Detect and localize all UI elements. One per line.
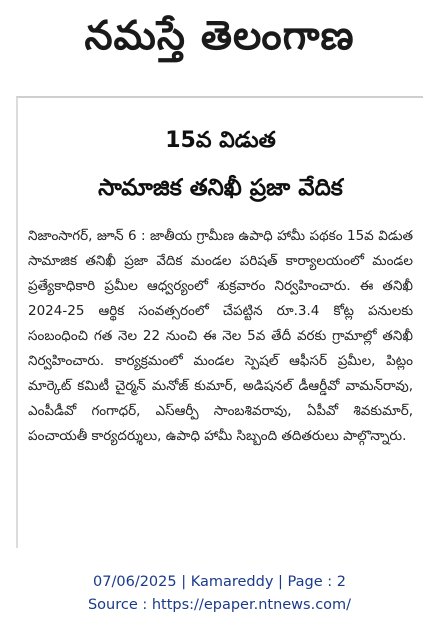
news-clipping [16,96,423,548]
article-body: నిజాంసాగర్, జూన్ 6 : జాతీయ గ్రామీణ ఉపాధి హామీ పథకం 15వ విడుత సామాజిక తనిఖీ ప్రజా వేదిక మండల పరిషత్ కార్యాలయంలో మండల ప్రత్యేకాధికారి ప్రమీల ఆధ్వర్యంలో శుక్రవారం నిర్వహించారు. ఈ తనిఖీ 2024-25 ఆర్థిక సంవత్సరంలో చేపట్టిన రూ.3.4 కోట్ల పనులకు సంబంధించి గత నెల 22 నుంచి ఈ నెల 5వ తేదీ వరకు గ్రామాల్లో తనిఖీ నిర్వహించారు. కార్యక్రమంలో మండల స్పెషల్ ఆఫీసర్ ప్రమీల, పిట్లం మార్కెట్ కమిటీ చైర్మన్ మనోజ్ కుమార్, అడిషనల్ డీఆర్డీవో వామన్‌రావు, ఎంపీడీవో గంగాధర్, ఎస్ఆర్పీ సాంబశివరావు, ఏపీవో శివకుమార్, పంచాయతీ కార్యదర్శులు, ఉపాధి హామీ సిబ్బంది తదితరులు పాల్గొన్నారు. [28,228,413,444]
headline-line-1: 15వ విడుత [165,128,276,153]
masthead-title: నమస్తే తెలంగాణ [84,12,355,59]
newspaper-masthead [6,4,433,68]
headline-line-2: సామాజిక తనిఖీ ప్రజా వేదిక [98,175,343,201]
clipping-source: Source : https://epaper.ntnews.com/ [87,597,352,613]
clipping-date-edition: 07/06/2025 | Kamareddy | Page : 2 [93,574,346,590]
